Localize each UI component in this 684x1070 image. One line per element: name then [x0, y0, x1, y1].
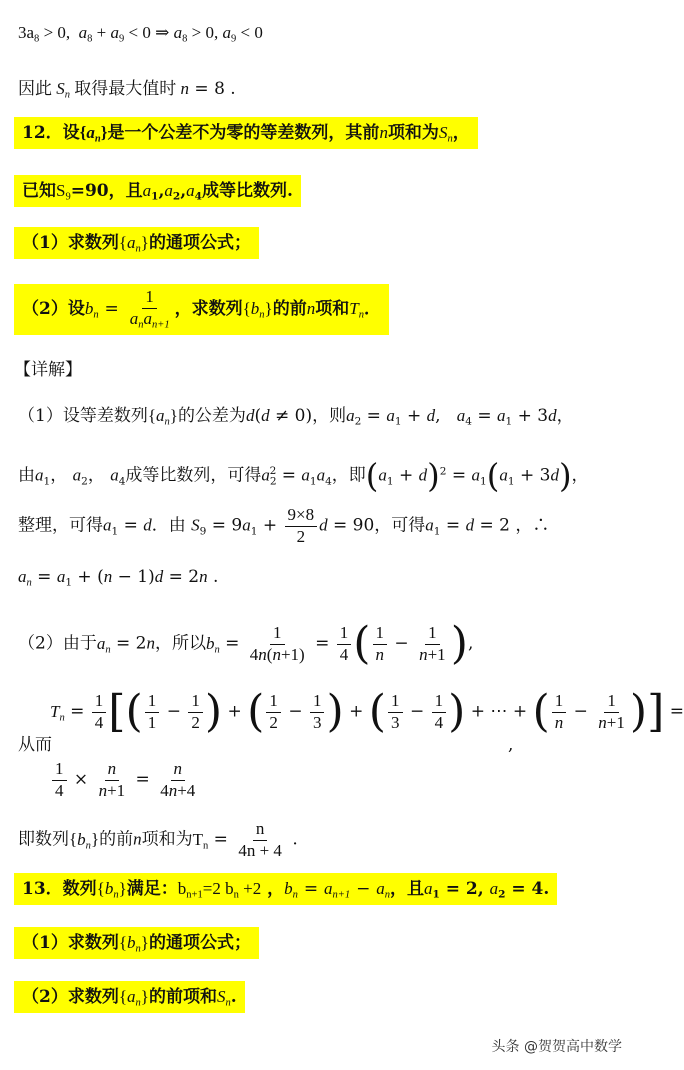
solution-line5: （2）由于$a_n = 2n$，所以$b_n$ = $\frac{1}{4n(n+1)}$ = $\frac{1}{4}$ ( $\frac{1}{n}$ − $\frac{1}{n+1}$ ), [18, 618, 474, 669]
q12-line1: 12．设$\{a_n\}$是一个公差不为零的等差数列，其前n项和为$S_n$， [14, 122, 478, 146]
q12-part1: （1）求数列$\{a_n\}$的通项公式； [14, 232, 259, 256]
solution-comma: , [508, 735, 514, 755]
line-1: $3a_8 > 0$, $a_8 + a_9 < 0$ ⇒ $a_8 > 0$, $a_9 < 0$ [18, 23, 263, 45]
solution-line1: （1）设等差数列$\{a_n\}$的公差为d(d ≠ 0)，则$a_2 = a_1 + d$, $a_4 = a_1 + 3d$， [18, 406, 574, 428]
solution-line3: 整理，可得$a_1 = d$．由 $S_9 = 9a_1$ + $\frac{9\times 8}{2}$ d = 90，可得$a_1 = d = 2$ ，∴ [18, 505, 550, 546]
line-2: 因此 $S_n$ 取得最大值时 n = 8 . [18, 79, 236, 101]
q13-line1: 13．数列$\{b_n\}$满足：$b_{n+1}=2$ $b_n +2$ ，$b_n = a_{n+1} - a_n$，且$a_1 = 2$, $a_2 = 4$. [14, 878, 557, 902]
solution-line8: 即数列$\{b_n\}$的前n项和为$T_n$ = $\frac{n}{4n + 4}$ . [18, 819, 298, 860]
q12-part2: （2）设$b_n$ = $\frac{1}{a_na_{n+1}}$ ，求数列$\{b_n\}$的前n项和$T_n$． [14, 284, 389, 335]
solution-line2: 由$a_1$， $a_2$， $a_4$成等比数列，可得$a_2^2 = a_1a_4$，即$(a_1 + d)^2 = a_1(a_1 + 3d)$， [18, 457, 589, 495]
source-watermark: 头条 @贺贺高中数学 [491, 1039, 622, 1055]
solution-from-label: 从而 [18, 735, 52, 755]
q13-part1: （1）求数列$\{b_n\}$的通项公式； [14, 932, 259, 956]
solution-tn-expansion: $T_n$ = $\frac{1}{4}$ [( $\frac{1}{1}$ − $\frac{1}{2}$ ) + ( $\frac{1}{2}$ − $\frac{1}{3}$ ) + ( $\frac{1}{3}$ − $\frac{1}{4}$ ) + ⋯ + ( $\frac{1}{n}$ − $\frac{1}{n+1}$ )] = [50, 686, 684, 737]
q12-line2: 已知$S_9=90$，且$a_1,a_2,a_4$成等比数列. [14, 180, 301, 204]
detail-heading: 【详解】 [14, 360, 82, 380]
solution-line7: $\frac{1}{4}$ × $\frac{n}{n+1}$ = $\frac{n}{4n+4}$ [50, 760, 200, 800]
solution-line4: $a_n = a_1 + (n - 1)d = 2n$ . [18, 567, 219, 589]
q13-part2: （2）求数列$\{a_n\}$的前项和$S_n$. [14, 986, 245, 1010]
